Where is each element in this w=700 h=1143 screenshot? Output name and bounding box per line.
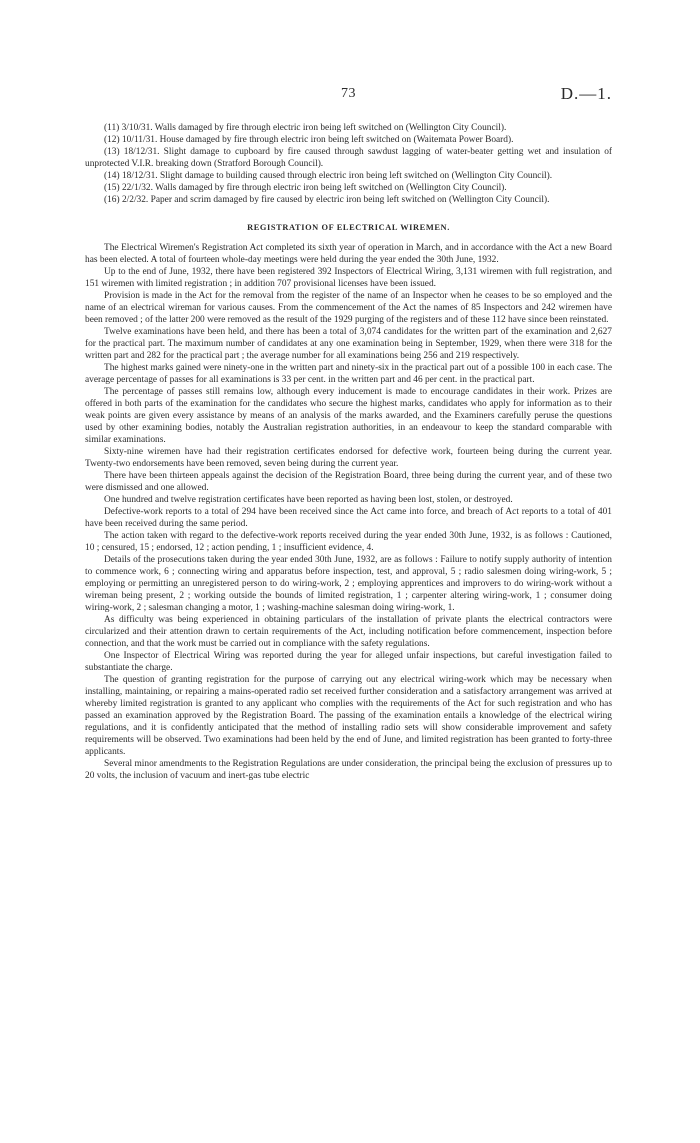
paragraph: The Electrical Wiremen's Registration Act completed its sixth year of operation in March, and in accordance with the Act a new Board has been elected. A total of fourteen whole-day meetings were held during the year ended the 30th June, 1932.: [85, 243, 612, 265]
list-item: (11) 3/10/31. Walls damaged by fire through electric iron being left switched on (Wellington City Council).: [104, 123, 507, 133]
paragraph: Defective-work reports to a total of 294 have been received since the Act came into force, and breach of Act reports to a total of 401 have been received during the same period.: [85, 507, 612, 529]
list-item: (14) 18/12/31. Slight damage to building caused through electric iron being left switched on (Wellington City Council).: [104, 171, 553, 181]
paragraph: Twelve examinations have been held, and there has been a total of 3,074 candidates for the written part of the examination and 2,627 for the practical part. The maximum number of candidates at any one examination being in September, 1929, when there were 318 for the written part and 282 for the practical part ; the average number for all examinations being 256 and 219 respectively.: [85, 327, 612, 361]
page-number: 73: [341, 86, 356, 101]
document-code: D.—1.: [560, 84, 612, 103]
paragraph: As difficulty was being experienced in obtaining particulars of the installation of private plants the electrical contractors were circularized and their attention drawn to certain requirements of the Act, including notification before commencement, inspection before connection, and that the work must be carried out in compliance with the safety regulations.: [85, 615, 612, 649]
paragraph: Sixty-nine wiremen have had their registration certificates endorsed for defective work, fourteen being during the current year. Twenty-two endorsements have been removed, seven being during the current year.: [85, 447, 612, 469]
list-item: (16) 2/2/32. Paper and scrim damaged by fire caused by electric iron being left switched on (Wellington City Council).: [104, 195, 550, 205]
paragraph: Provision is made in the Act for the removal from the register of the name of an Inspector when he ceases to be so employed and the name of an electrical wireman for various causes. From the commencement of the Act the names of 85 Inspectors and 242 wiremen have been removed ; of the latter 200 were removed as the result of the 1929 purging of the registers and of these 112 have since been reinstated.: [85, 291, 612, 325]
registration-section: [85, 222, 612, 782]
document-page: [85, 86, 612, 782]
paragraph: One hundred and twelve registration certificates have been reported as having been lost, stolen, or destroyed.: [104, 495, 513, 505]
paragraph: Several minor amendments to the Registration Regulations are under consideration, the principal being the exclusion of pressures up to 20 volts, the inclusion of vacuum and inert-gas tube electric: [85, 759, 612, 781]
paragraph: The percentage of passes still remains low, although every inducement is made to encourage candidates in their work. Prizes are offered in both parts of the examination for the candidates who secure the highest marks, candidates who apply for information as to their weak points are given every assistance by means of an analysis of the marks awarded, and the Examiners carefully peruse the questions used by other examining bodies, notably the Australian registration authorities, in an endeavour to keep the standard comparable with similar examinations.: [85, 387, 612, 445]
paragraph: The highest marks gained were ninety-one in the written part and ninety-six in the practical part out of a possible 100 in each case. The average percentage of passes for all examinations is 33 per cent. in the written part and 46 per cent. in the practical part.: [85, 363, 612, 385]
paragraph: The action taken with regard to the defective-work reports received during the year ended 30th June, 1932, is as follows : Cautioned, 10 ; censured, 15 ; endorsed, 12 ; action pending, 1 ; insufficient evidence, 4.: [85, 531, 612, 553]
paragraph: One Inspector of Electrical Wiring was reported during the year for alleged unfair inspections, but careful investigation failed to substantiate the charge.: [85, 651, 612, 673]
paragraph: There have been thirteen appeals against the decision of the Registration Board, three being during the current year, and of these two were dismissed and one allowed.: [85, 471, 612, 493]
paragraph: Up to the end of June, 1932, there have been registered 392 Inspectors of Electrical Wiring, 3,131 wiremen with full registration, and 151 wiremen with limited registration ; in addition 707 provisional licenses have been issued.: [85, 267, 612, 289]
paragraph: The question of granting registration for the purpose of carrying out any electrical wiring-work which may be necessary when installing, maintaining, or repairing a mains-operated radio set received further consideration and a satisfactory arrangement was arrived at whereby limited registration is granted to any applicant who complies with the requirements of the Act for such registration and who has passed an examination approved by the Registration Board. The passing of the examination entails a knowledge of the electrical wiring regulations, and it is confidently anticipated that the method of installing radio sets will show considerable improvement and safety requirements will be observed. Two examinations had been held by the end of June, and limited registration has been granted to forty-three applicants.: [85, 675, 612, 757]
list-item: (13) 18/12/31. Slight damage to cupboard by fire caused through sawdust lagging of water-beater getting wet and insulation of unprotected V.I.R. breaking down (Stratford Borough Council).: [85, 147, 612, 169]
section-heading: REGISTRATION OF ELECTRICAL WIREMEN.: [247, 223, 450, 232]
incident-list: [85, 122, 612, 206]
list-item: (15) 22/1/32. Walls damaged by fire through electric iron being left switched on (Wellington City Council).: [104, 183, 507, 193]
page-header: [85, 86, 612, 122]
list-item: (12) 10/11/31. House damaged by fire through electric iron being left switched on (Waitemata Power Board).: [104, 135, 514, 145]
paragraph: Details of the prosecutions taken during the year ended 30th June, 1932, are as follows : Failure to notify supply authority of intention to commence work, 6 ; connecting wiring and apparatus before inspection, test, and approval, 5 ; radio salesmen doing wiring-work, 5 ; employing or permitting an unregistered person to do wiring-work, 2 ; employing apprentices and improvers to do wiring-work without a wireman being present, 2 ; working outside the bounds of limited registration, 1 ; carpenter altering wiring-work, 1 ; consumer doing wiring-work, 2 ; salesman changing a motor, 1 ; washing-machine salesman doing wiring-work, 1.: [85, 555, 612, 613]
